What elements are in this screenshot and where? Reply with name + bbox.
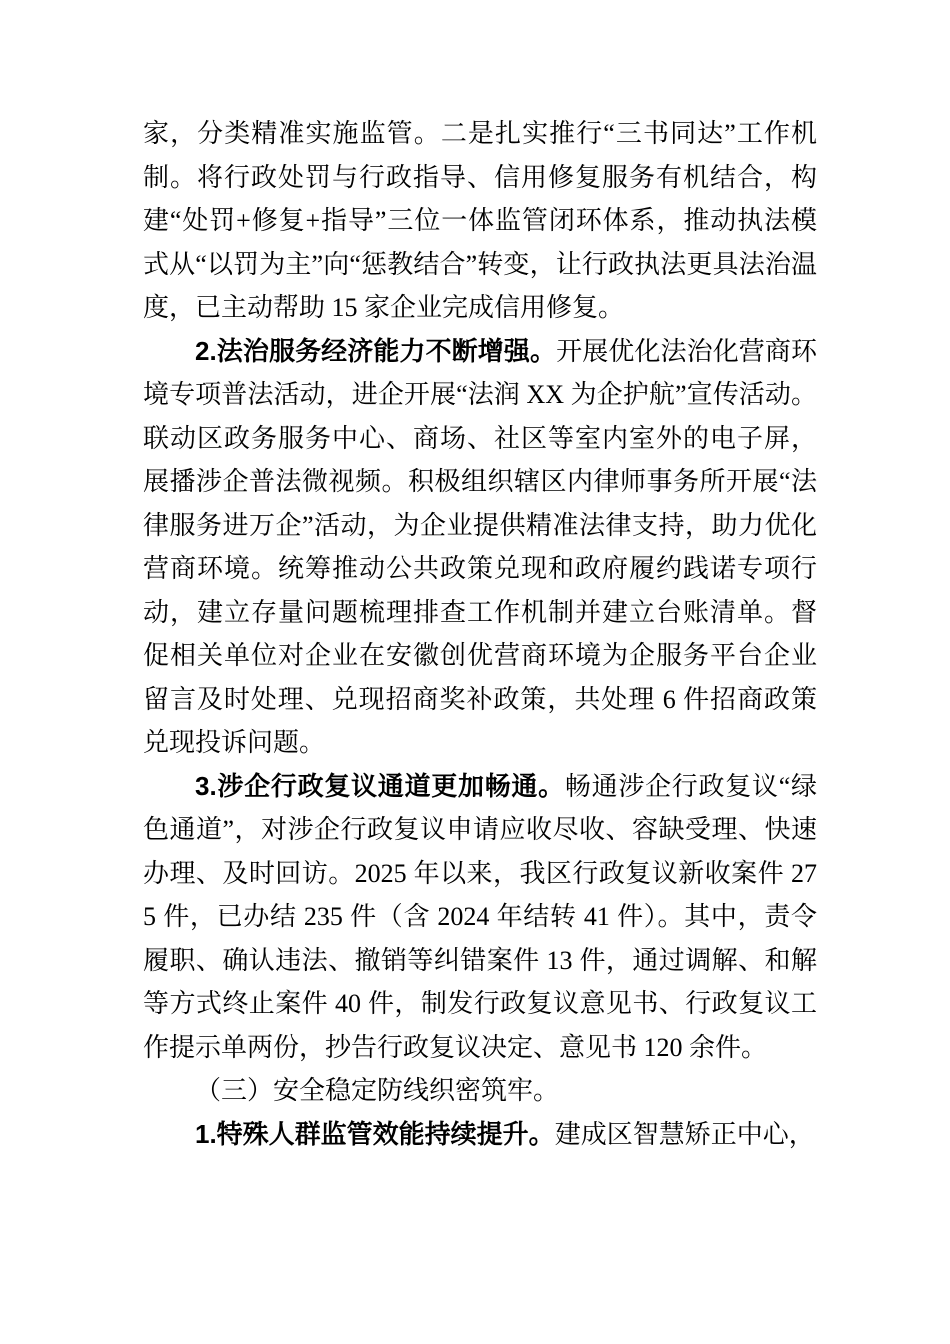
paragraph [143, 330, 817, 765]
section-header [143, 1069, 817, 1113]
paragraph-lead: 2.法治服务经济能力不断增强。 [195, 335, 557, 366]
paragraph [143, 1113, 817, 1157]
paragraph-text: 开展优化法治化营商环境专项普法活动，进企开展“法润 XX 为企护航”宣传活动。联动区政务服务中心、商场、社区等室内室外的电子屏，展播涉企普法微视频。积极组织辖区内律师事务所开展“法律服务进万企”活动，为企业提供精准法律支持，助力优化营商环境。统筹推动公共政策兑现和政府履约践诺专项行动，建立存量问题梳理排查工作机制并建立台账清单。督促相关单位对企业在安徽创优营商环境为企服务平台企业留言及时处理、兑现招商奖补政策，共处理 6 件招商政策兑现投诉问题。 [143, 336, 817, 757]
paragraph-text: 家，分类精准实施监管。二是扎实推行“三书同达”工作机制。将行政处罚与行政指导、信用修复服务有机结合，构建“处罚+修复+指导”三位一体监管闭环体系，推动执法模式从“以罚为主”向“惩教结合”转变，让行政执法更具法治温度，已主动帮助 15 家企业完成信用修复。 [143, 119, 817, 322]
paragraph-lead: 1.特殊人群监管效能持续提升。 [195, 1118, 555, 1149]
paragraph-text: 建成区智慧矫正中心， [554, 1119, 815, 1149]
paragraph [143, 112, 817, 330]
section-header-text: （三）安全稳定防线织密筑牢。 [195, 1076, 560, 1105]
paragraph-lead: 3.涉企行政复议通道更加畅通。 [195, 770, 565, 801]
paragraph-text: 畅通涉企行政复议“绿色通道”，对涉企行政复议申请应收尽收、容缺受理、快速办理、及时回访。2025 年以来，我区行政复议新收案件 275 件，已办结 235 件（含 2024 年结转 41 件）。其中，责令履职、确认违法、撤销等纠错案件 13 件，通过调解、和解等方式终止案件 40 件，制发行政复议意见书、行政复议工作提示单两份，抄告行政复议决定、意见书 120 余件。 [143, 771, 817, 1062]
paragraph [143, 765, 817, 1070]
